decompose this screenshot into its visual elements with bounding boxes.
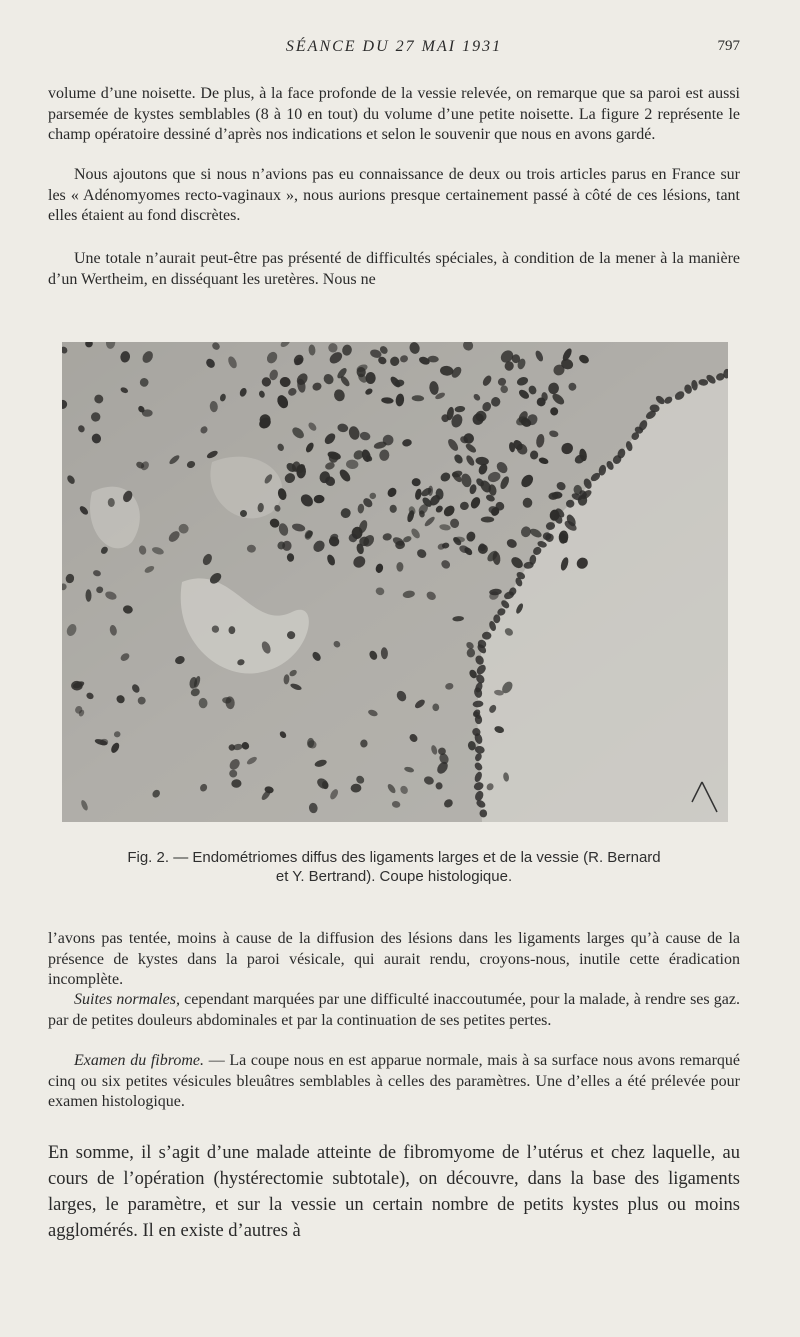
paragraph-2: Nous ajoutons que si nous n’avions pas eu connaissance de deux ou trois articles parus en France sur les « Adénomyomes recto-vaginaux », nous aurions presque certainement passé à côté de ces lésions, tant elles étaient au fond discrètes. [48,166,740,224]
paragraph-5-text: cependant marquées par une difficulté inaccoutumée, pour la malade, à rendre ses gaz. par de petites douleurs abdominales et par la continuation de ses petites pertes. [48,991,741,1029]
caption-line-1: Fig. 2. — Endométriomes diffus des ligaments larges et de la vessie (R. Bernard [127,849,661,866]
paragraph-6-text: — La coupe nous en est apparue normale, mais à sa surface nous avons remarqué cinq ou six petites vésicules bleuâtres semblables à celles des paramètres. Une d’elles a été prélevée pour examen histologique. [48,1052,741,1110]
paragraph-1: volume d’une noisette. De plus, à la face profonde de la vessie relevée, on remarque que sa paroi est aussi parsemée de kystes semblables (8 à 10 en tout) du volume d’une petite noisette. La figure 2 représente le champ opératoire dessiné d’après nos indications et selon le souvenir que nous en avons gardé. [48,85,740,143]
summary-paragraph: En somme, il s’agit d’une malade atteinte de fibromyome de l’utérus et chez laquelle, au cours de l’opération (hystérectomie subtotale), on découvre, dans la base des ligaments larges, le paramètre, et sur la vessie un certain nombre de petits kystes plus ou moins agglomérés. Il en existe d’autres à [48,1143,740,1241]
running-head: SÉANCE DU 27 MAI 1931 [285,38,503,55]
page-header [48,38,740,62]
paragraph-3: Une totale n’aurait peut-être pas présenté de difficultés spéciales, à condition de la mener à la manière d’un Wertheim, en disséquant les uretères. Nous ne [48,250,740,288]
micrograph-image [62,342,728,822]
figure-caption [48,848,740,886]
paragraph-5 [48,990,740,1031]
page-number: 797 [717,38,740,54]
paragraph-6 [48,1051,740,1113]
paragraph-5-lead: Suites normales, [74,991,180,1008]
histology-figure [62,342,728,822]
paragraph-4: l’avons pas tentée, moins à cause de la diffusion des lésions dans les ligaments larges qu’à cause de la présence de kystes dans la paroi vésicale, qui aurait rendu, croyons-nous, inutile cette éradication incomplète. [48,930,740,988]
caption-line-2: et Y. Bertrand). Coupe histologique. [275,868,513,885]
paragraph-6-lead: Examen du fibrome. [74,1052,205,1069]
